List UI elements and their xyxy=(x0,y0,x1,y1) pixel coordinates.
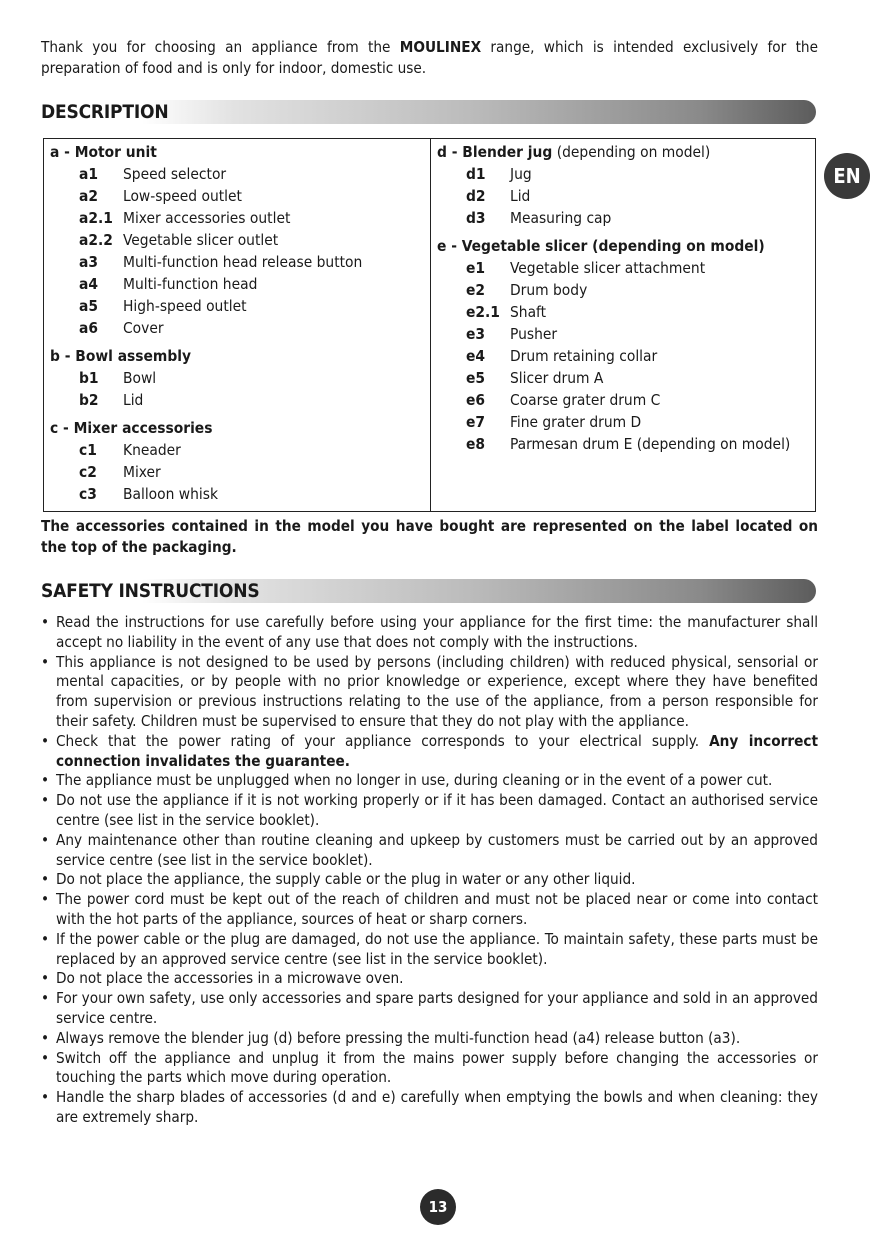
description-item xyxy=(437,411,809,433)
item-code: e7 xyxy=(466,413,486,431)
bullet-icon: • xyxy=(41,1028,50,1047)
item-code: c2 xyxy=(79,463,97,481)
safety-item xyxy=(41,989,818,1029)
brand-name: MOULINEX xyxy=(399,38,482,56)
bullet-icon: • xyxy=(41,929,50,948)
page-number: 13 xyxy=(420,1189,456,1225)
item-code: a2.2 xyxy=(79,231,113,249)
language-badge: EN xyxy=(824,153,870,199)
description-item xyxy=(50,207,424,229)
safety-item xyxy=(41,890,818,930)
safety-item xyxy=(41,870,818,890)
safety-item xyxy=(41,1088,818,1128)
item-label: Cover xyxy=(123,319,164,337)
item-label: Lid xyxy=(123,391,144,409)
safety-item-text: Read the instructions for use carefully before using your appliance for the first time: the manufacturer shall accept no liability in the event of any use that does not comply with the instructions. xyxy=(56,613,818,651)
item-code: e8 xyxy=(466,435,486,453)
description-item xyxy=(437,279,809,301)
bullet-icon: • xyxy=(41,791,50,810)
bullet-icon: • xyxy=(41,969,50,988)
item-label: Pusher xyxy=(510,325,558,343)
item-code: e2.1 xyxy=(466,303,500,321)
item-code: b1 xyxy=(79,369,99,387)
safety-item-emphasis: Any incorrect connection invalidates the guarantee. xyxy=(56,731,819,770)
description-item xyxy=(50,461,424,483)
safety-item xyxy=(41,1029,818,1049)
bullet-icon: • xyxy=(41,1088,50,1107)
description-item xyxy=(50,483,424,505)
item-label: Shaft xyxy=(510,303,547,321)
safety-item-text: Check that the power rating of your appliance corresponds to your electrical supply. xyxy=(56,731,710,750)
safety-item-text: If the power cable or the plug are damaged, do not use the appliance. To maintain safety, these parts must be replaced by an approved service centre (see list in the service booklet). xyxy=(56,929,818,968)
safety-item-text: Handle the sharp blades of accessories (d and e) carefully when emptying the bowls and when cleaning: they are extremely sharp. xyxy=(56,1088,818,1126)
item-code: d2 xyxy=(466,187,486,205)
bullet-icon: • xyxy=(41,613,50,631)
item-label: Mixer accessories outlet xyxy=(123,209,291,227)
description-table xyxy=(43,138,816,512)
item-label: Drum body xyxy=(510,281,588,299)
item-label: Fine grater drum D xyxy=(510,413,642,431)
item-label: Multi-function head release button xyxy=(123,253,363,271)
item-code: e3 xyxy=(466,325,486,343)
description-item xyxy=(437,389,809,411)
description-item xyxy=(437,301,809,323)
bullet-icon: • xyxy=(41,652,50,671)
safety-item-text: Any maintenance other than routine cleaning and upkeep by customers must be carried out by an approved service centre (see list in the service booklet). xyxy=(56,830,818,869)
item-code: c1 xyxy=(79,441,97,459)
safety-item-text: The power cord must be kept out of the reach of children and must not be placed near or come into contact with the hot parts of the appliance, sources of heat or sharp corners. xyxy=(56,890,818,928)
safety-item-text: Do not place the accessories in a microwave oven. xyxy=(56,969,404,988)
safety-heading: SAFETY INSTRUCTIONS xyxy=(41,580,260,602)
description-item xyxy=(50,163,424,185)
item-label: Jug xyxy=(510,165,532,183)
item-code: a4 xyxy=(79,275,98,293)
item-code: e2 xyxy=(466,281,486,299)
safety-item xyxy=(41,771,818,791)
description-item xyxy=(437,345,809,367)
group-title xyxy=(50,141,424,163)
description-item xyxy=(50,389,424,411)
item-code: e4 xyxy=(466,347,486,365)
safety-item xyxy=(41,653,818,732)
description-item xyxy=(437,433,809,455)
item-label: Speed selector xyxy=(123,165,227,183)
safety-item xyxy=(41,613,818,653)
item-label: Kneader xyxy=(123,441,181,459)
description-heading: DESCRIPTION xyxy=(41,101,169,123)
description-item xyxy=(50,273,424,295)
safety-item-text: Always remove the blender jug (d) before pressing the multi-function head (a4) release button (a3). xyxy=(56,1028,741,1047)
item-label: Drum retaining collar xyxy=(510,347,658,365)
item-code: e1 xyxy=(466,259,486,277)
item-label: Multi-function head xyxy=(123,275,258,293)
bullet-icon: • xyxy=(41,731,50,750)
item-label: Coarse grater drum C xyxy=(510,391,661,409)
safety-item-text: Do not use the appliance if it is not working properly or if it has been damaged. Contact an authorised service centre (see list in the service booklet). xyxy=(56,791,818,829)
bullet-icon: • xyxy=(41,989,50,1008)
description-item xyxy=(437,367,809,389)
item-code: a6 xyxy=(79,319,98,337)
safety-item-text: For your own safety, use only accessories and spare parts designed for your appliance and sold in an approved service centre. xyxy=(56,989,818,1027)
safety-heading-bar xyxy=(41,579,816,603)
item-label: Vegetable slicer attachment xyxy=(510,259,706,277)
safety-item-text: Switch off the appliance and unplug it from the mains power supply before changing the accessories or touching the parts which move during operation. xyxy=(56,1048,818,1087)
group-title xyxy=(50,345,424,367)
safety-item xyxy=(41,831,818,871)
group-title xyxy=(437,141,809,163)
item-label: Parmesan drum E (depending on model) xyxy=(510,435,791,453)
item-code: a3 xyxy=(79,253,98,271)
safety-item-text: This appliance is not designed to be used by persons (including children) with reduced physical, sensorial or mental capacities, or by people with no prior knowledge or experience, except where they have benefited from supervision or previous instructions relating to the use of the appliance, from a person responsible for their safety. Children must be supervised to ensure that they do not play with the appliance. xyxy=(56,652,818,730)
item-code: a2.1 xyxy=(79,209,113,227)
description-column-left xyxy=(44,139,431,511)
description-item xyxy=(50,185,424,207)
description-heading-bar xyxy=(41,100,816,124)
group-title xyxy=(50,417,424,439)
safety-item xyxy=(41,930,818,970)
item-label: High-speed outlet xyxy=(123,297,247,315)
item-label: Measuring cap xyxy=(510,209,612,227)
item-code: b2 xyxy=(79,391,99,409)
item-label: Low-speed outlet xyxy=(123,187,242,205)
item-code: d1 xyxy=(466,165,486,183)
group-title-note: (depending on model) xyxy=(552,143,711,161)
intro-paragraph xyxy=(41,37,818,79)
item-code: e6 xyxy=(466,391,486,409)
bullet-icon: • xyxy=(41,890,50,909)
item-code: c3 xyxy=(79,485,97,503)
item-label: Slicer drum A xyxy=(510,369,604,387)
safety-item xyxy=(41,1049,818,1089)
item-code: e5 xyxy=(466,369,486,387)
intro-before: Thank you for choosing an appliance from the xyxy=(41,38,400,56)
description-column-right xyxy=(431,139,815,511)
group-title-text: c - Mixer accessories xyxy=(50,419,213,437)
accessories-note: The accessories contained in the model you have bought are represented on the label located on the top of the packaging. xyxy=(41,517,818,556)
description-item xyxy=(437,323,809,345)
group-title-text: a - Motor unit xyxy=(50,143,157,161)
item-label: Mixer xyxy=(123,463,161,481)
group-title-text: b - Bowl assembly xyxy=(50,347,192,365)
group-title-text: d - Blender jug xyxy=(437,143,553,161)
item-code: a5 xyxy=(79,297,98,315)
item-label: Balloon whisk xyxy=(123,485,218,503)
description-item xyxy=(50,367,424,389)
bullet-icon: • xyxy=(41,870,50,889)
bullet-icon: • xyxy=(41,830,50,849)
bullet-icon: • xyxy=(41,1048,50,1067)
group-title-text: e - Vegetable slicer (depending on model) xyxy=(437,237,765,255)
description-item xyxy=(50,251,424,273)
description-item xyxy=(50,439,424,461)
safety-item-text: Do not place the appliance, the supply cable or the plug in water or any other liquid. xyxy=(56,870,636,889)
description-item xyxy=(437,163,809,185)
safety-list xyxy=(41,613,818,1128)
description-item xyxy=(437,185,809,207)
item-code: d3 xyxy=(466,209,486,227)
group-title xyxy=(437,235,809,257)
item-code: a2 xyxy=(79,187,98,205)
item-code: a1 xyxy=(79,165,98,183)
description-item xyxy=(437,257,809,279)
item-label: Lid xyxy=(510,187,531,205)
description-item xyxy=(437,207,809,229)
description-item xyxy=(50,317,424,339)
bullet-icon: • xyxy=(41,771,50,790)
safety-item xyxy=(41,791,818,831)
item-label: Bowl xyxy=(123,369,157,387)
safety-item-text: The appliance must be unplugged when no longer in use, during cleaning or in the event of a power cut. xyxy=(56,771,773,790)
safety-item xyxy=(41,732,818,772)
intro-after: range, which is intended exclusively for the preparation of food and is only for indoor, domestic use. xyxy=(41,38,818,77)
description-item xyxy=(50,295,424,317)
item-label: Vegetable slicer outlet xyxy=(123,231,279,249)
description-item xyxy=(50,229,424,251)
safety-item xyxy=(41,969,818,989)
